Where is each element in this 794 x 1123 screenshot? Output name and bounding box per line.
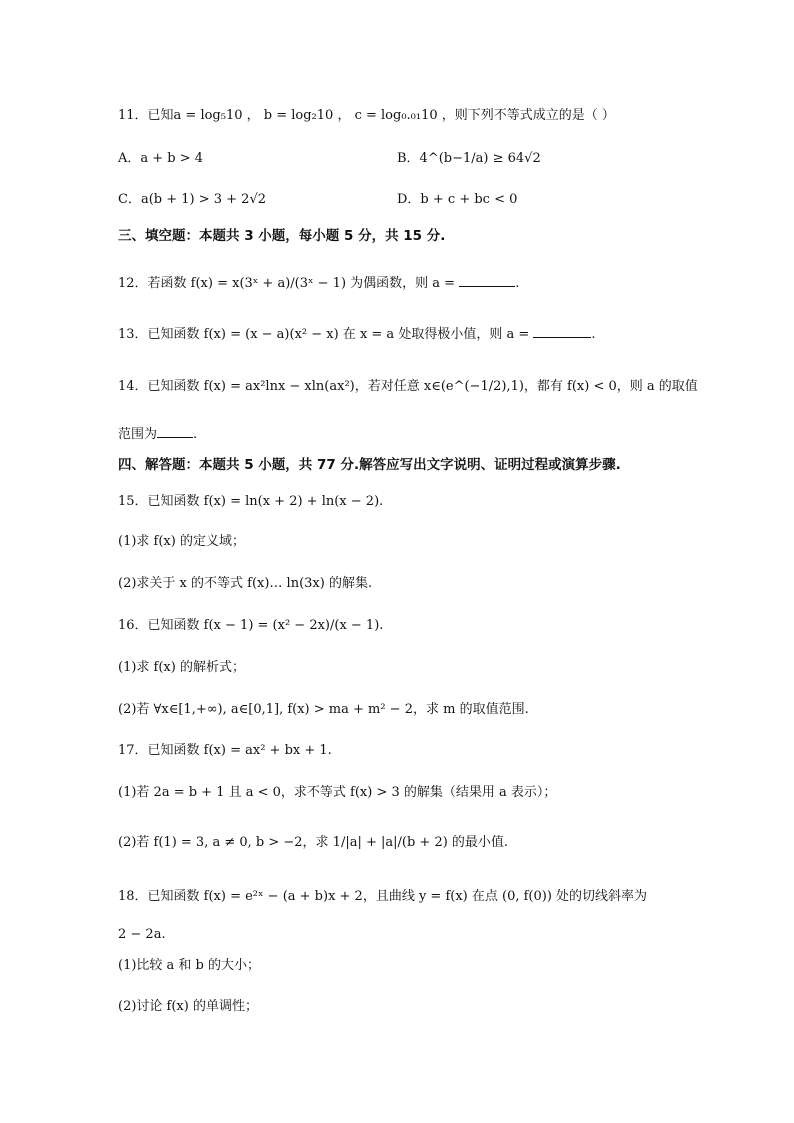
q11-option-c: C．a(b + 1) > 3 + 2√2 [118, 192, 267, 207]
q13-stem: 13．已知函数 f(x) = (x − a)(x² − x) 在 x = a 处取得极小值，则 a = [118, 327, 530, 342]
q12-end: . [515, 276, 520, 291]
section-3-heading: 三、填空题：本题共 3 小题，每小题 5 分，共 15 分. [118, 228, 446, 244]
q14-stem: 14．已知函数 f(x) = ax²lnx − xln(ax²)，若对任意 x∈(e^(−1/2),1)，都有 f(x) < 0，则 a 的取值 [118, 379, 698, 394]
q15-stem: 15．已知函数 f(x) = ln(x + 2) + ln(x − 2). [118, 494, 384, 509]
q17-part2: (2)若 f(1) = 3, a ≠ 0, b > −2，求 1/|a| + |a|/(b + 2) 的最小值. [118, 835, 509, 850]
q13-answer-blank [533, 325, 591, 338]
q14-cont [118, 425, 197, 445]
section-4-heading: 四、解答题：本题共 5 小题，共 77 分.解答应写出文字说明、证明过程或演算步骤. [118, 457, 621, 473]
q13-end: . [591, 327, 596, 342]
q14-end: . [193, 427, 198, 442]
q14-answer-blank [157, 425, 193, 438]
q18-part1: (1)比较 a 和 b 的大小； [118, 958, 261, 973]
q11-stem: 11．已知a = log₅10 ， b = log₂10 ， c = log₀.₀₁10 ，则下列不等式成立的是（ ） [118, 108, 615, 123]
q12-answer-blank [459, 274, 515, 287]
q12-stem: 12．若函数 f(x) = x(3ˣ + a)/(3ˣ − 1) 为偶函数，则 a = [118, 276, 456, 291]
q14-cont-text: 范围为 [118, 427, 158, 442]
q16-part2: (2)若 ∀x∈[1,+∞), a∈[0,1], f(x) > ma + m² − 2，求 m 的取值范围. [118, 702, 529, 717]
q15-part2: (2)求关于 x 的不等式 f(x)… ln(3x) 的解集. [118, 576, 373, 591]
q17-stem: 17．已知函数 f(x) = ax² + bx + 1. [118, 743, 332, 758]
q18-stem: 18．已知函数 f(x) = e²ˣ − (a + b)x + 2，且曲线 y = f(x) 在点 (0, f(0)) 处的切线斜率为 [118, 889, 648, 904]
q11-option-d: D．b + c + bc < 0 [397, 192, 518, 207]
q17-part1: (1)若 2a = b + 1 且 a < 0，求不等式 f(x) > 3 的解集（结果用 a 表示）； [118, 785, 557, 800]
q15-part1: (1)求 f(x) 的定义域； [118, 534, 245, 549]
q16-part1: (1)求 f(x) 的解析式； [118, 660, 245, 675]
q11-option-b: B．4^(b−1/a) ≥ 64√2 [397, 151, 541, 166]
q16-stem: 16．已知函数 f(x − 1) = (x² − 2x)/(x − 1). [118, 618, 384, 633]
q18-part2: (2)讨论 f(x) 的单调性； [118, 999, 258, 1014]
q18-cont: 2 − 2a. [118, 927, 166, 942]
q13 [118, 325, 596, 345]
q12 [118, 274, 519, 294]
q11-option-a: A．a + b > 4 [118, 151, 204, 166]
